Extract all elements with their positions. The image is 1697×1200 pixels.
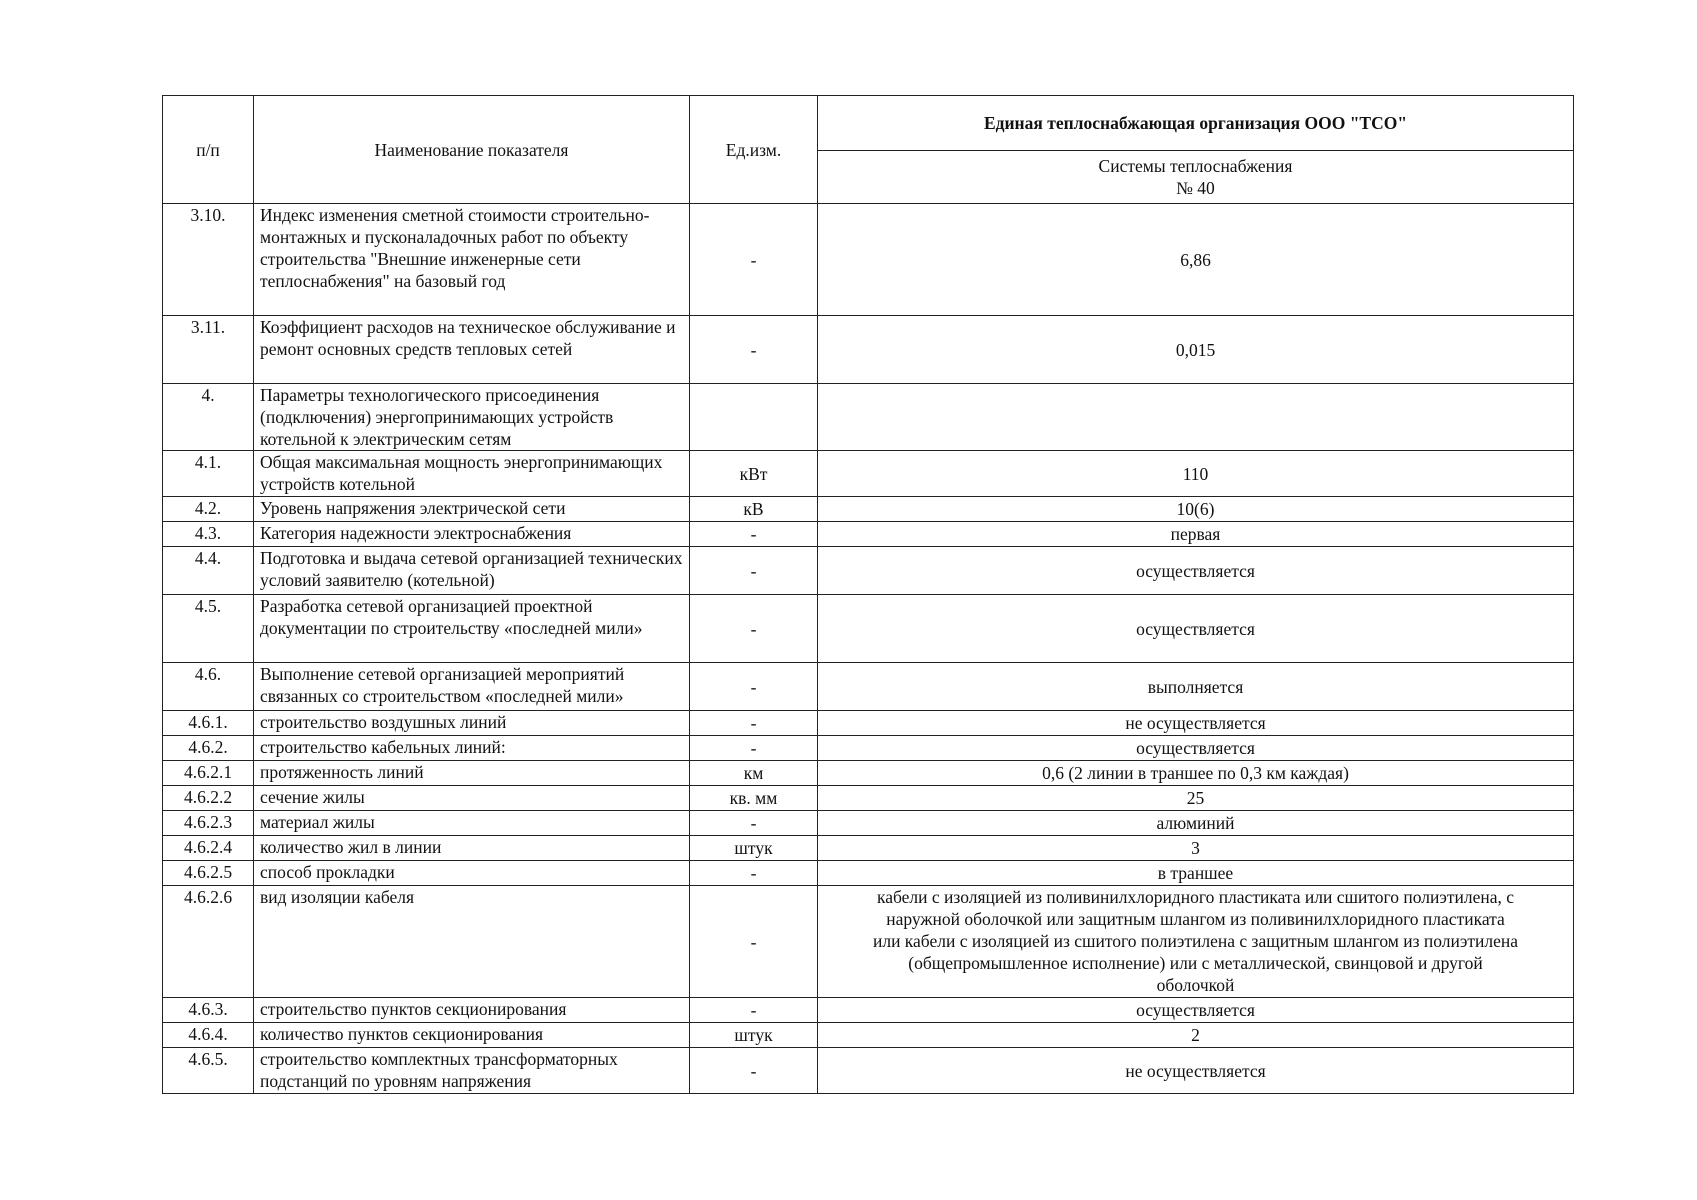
row-value: выполняется <box>818 663 1574 711</box>
table-row <box>163 522 1574 547</box>
table-row <box>163 736 1574 761</box>
row-name: Подготовка и выдача сетевой организацией технических условий заявителю (котельной) <box>254 547 690 595</box>
row-number: 4.6.2.3 <box>163 811 254 836</box>
row-name: строительство воздушных линий <box>254 711 690 736</box>
row-name: Общая максимальная мощность энергопринимающих устройств котельной <box>254 451 690 497</box>
header-system-line2: № 40 <box>1176 178 1215 198</box>
row-number: 4.6.4. <box>163 1023 254 1048</box>
header-organization: Единая теплоснабжающая организация ООО "ТСО" <box>818 96 1574 151</box>
row-number: 4.6.2.5 <box>163 861 254 886</box>
row-unit: - <box>690 998 818 1023</box>
row-unit: - <box>690 711 818 736</box>
row-number: 4.6.3. <box>163 998 254 1023</box>
row-name: количество пунктов секционирования <box>254 1023 690 1048</box>
row-number: 3.11. <box>163 316 254 384</box>
row-number: 4.4. <box>163 547 254 595</box>
row-unit: кВт <box>690 451 818 497</box>
row-name: Индекс изменения сметной стоимости строительно-монтажных и пусконаладочных работ по объекту строительства "Внешние инженерные сети теплоснабжения" на базовый год <box>254 204 690 316</box>
row-value: осуществляется <box>818 998 1574 1023</box>
row-value: 2 <box>818 1023 1574 1048</box>
row-unit: штук <box>690 1023 818 1048</box>
row-unit: - <box>690 1048 818 1094</box>
row-value-line: кабели с изоляцией из поливинилхлоридного пластиката или сшитого полиэтилена, с <box>876 887 1515 907</box>
row-name: Параметры технологического присоединения (подключения) энергопринимающих устройств котельной к электрическим сетям <box>254 384 690 451</box>
row-unit: - <box>690 547 818 595</box>
row-unit: штук <box>690 836 818 861</box>
row-value-line: (общепромышленное исполнение) или с металлической, свинцовой и другой <box>908 953 1483 973</box>
row-unit <box>690 384 818 451</box>
row-unit: - <box>690 736 818 761</box>
table-row <box>163 836 1574 861</box>
table-row <box>163 711 1574 736</box>
header-name: Наименование показателя <box>254 96 690 204</box>
row-value-line: оболочкой <box>1156 975 1235 995</box>
row-unit: - <box>690 522 818 547</box>
row-value: не осуществляется <box>818 1048 1574 1094</box>
row-number: 3.10. <box>163 204 254 316</box>
row-value: не осуществляется <box>818 711 1574 736</box>
table-row <box>163 204 1574 316</box>
row-value: осуществляется <box>818 736 1574 761</box>
row-name: количество жил в линии <box>254 836 690 861</box>
table-row <box>163 663 1574 711</box>
row-value-line: наружной оболочкой или защитным шлангом из поливинилхлоридного пластиката <box>886 909 1505 929</box>
row-number: 4.2. <box>163 497 254 522</box>
table-row <box>163 998 1574 1023</box>
indicators-table <box>162 95 1574 1094</box>
table-row <box>163 1023 1574 1048</box>
row-name: материал жилы <box>254 811 690 836</box>
header-system-line1: Системы теплоснабжения <box>1098 156 1293 176</box>
row-unit: - <box>690 663 818 711</box>
row-number: 4.1. <box>163 451 254 497</box>
row-name: строительство пунктов секционирования <box>254 998 690 1023</box>
row-number: 4.3. <box>163 522 254 547</box>
row-number: 4.6.2.2 <box>163 786 254 811</box>
row-value: 6,86 <box>818 204 1574 316</box>
header-num: п/п <box>163 96 254 204</box>
header-system <box>818 151 1574 204</box>
row-unit: - <box>690 595 818 663</box>
header-unit: Ед.изм. <box>690 96 818 204</box>
row-name: протяженность линий <box>254 761 690 786</box>
row-number: 4.6.5. <box>163 1048 254 1094</box>
row-name: строительство кабельных линий: <box>254 736 690 761</box>
row-unit: кВ <box>690 497 818 522</box>
row-value <box>818 886 1574 998</box>
row-unit: - <box>690 316 818 384</box>
row-number: 4.6.2. <box>163 736 254 761</box>
row-unit: - <box>690 204 818 316</box>
row-value <box>818 384 1574 451</box>
table-row <box>163 761 1574 786</box>
row-number: 4.6. <box>163 663 254 711</box>
row-number: 4.6.2.1 <box>163 761 254 786</box>
row-value: 3 <box>818 836 1574 861</box>
row-name: строительство комплектных трансформаторных подстанций по уровням напряжения <box>254 1048 690 1094</box>
row-value: осуществляется <box>818 547 1574 595</box>
table-row <box>163 547 1574 595</box>
row-number: 4.6.2.4 <box>163 836 254 861</box>
row-unit: - <box>690 811 818 836</box>
table-row <box>163 786 1574 811</box>
row-name: Категория надежности электроснабжения <box>254 522 690 547</box>
row-name: способ прокладки <box>254 861 690 886</box>
row-value-line: или кабели с изоляцией из сшитого полиэтилена с защитным шлангом из полиэтилена <box>872 931 1519 951</box>
row-value: 0,015 <box>818 316 1574 384</box>
row-value: 25 <box>818 786 1574 811</box>
row-name: сечение жилы <box>254 786 690 811</box>
row-value: осуществляется <box>818 595 1574 663</box>
row-name: вид изоляции кабеля <box>254 886 690 998</box>
table-row <box>163 316 1574 384</box>
row-number: 4.5. <box>163 595 254 663</box>
row-value: 110 <box>818 451 1574 497</box>
row-name: Выполнение сетевой организацией мероприятий связанных со строительством «последней мили» <box>254 663 690 711</box>
row-name: Разработка сетевой организацией проектной документации по строительству «последней мили» <box>254 595 690 663</box>
row-unit: км <box>690 761 818 786</box>
table-header-row <box>163 96 1574 151</box>
row-value: в траншее <box>818 861 1574 886</box>
row-name: Уровень напряжения электрической сети <box>254 497 690 522</box>
table-row <box>163 811 1574 836</box>
row-number: 4.6.2.6 <box>163 886 254 998</box>
table-row <box>163 886 1574 998</box>
table-row <box>163 861 1574 886</box>
table-row <box>163 595 1574 663</box>
row-unit: кв. мм <box>690 786 818 811</box>
row-value: 10(6) <box>818 497 1574 522</box>
row-number: 4. <box>163 384 254 451</box>
row-name: Коэффициент расходов на техническое обслуживание и ремонт основных средств тепловых сетей <box>254 316 690 384</box>
row-value: 0,6 (2 линии в траншее по 0,3 км каждая) <box>818 761 1574 786</box>
row-number: 4.6.1. <box>163 711 254 736</box>
row-unit: - <box>690 886 818 998</box>
table-section-row <box>163 384 1574 451</box>
row-value: алюминий <box>818 811 1574 836</box>
row-unit: - <box>690 861 818 886</box>
table-row <box>163 451 1574 497</box>
row-value: первая <box>818 522 1574 547</box>
table-row <box>163 1048 1574 1094</box>
table-row <box>163 497 1574 522</box>
